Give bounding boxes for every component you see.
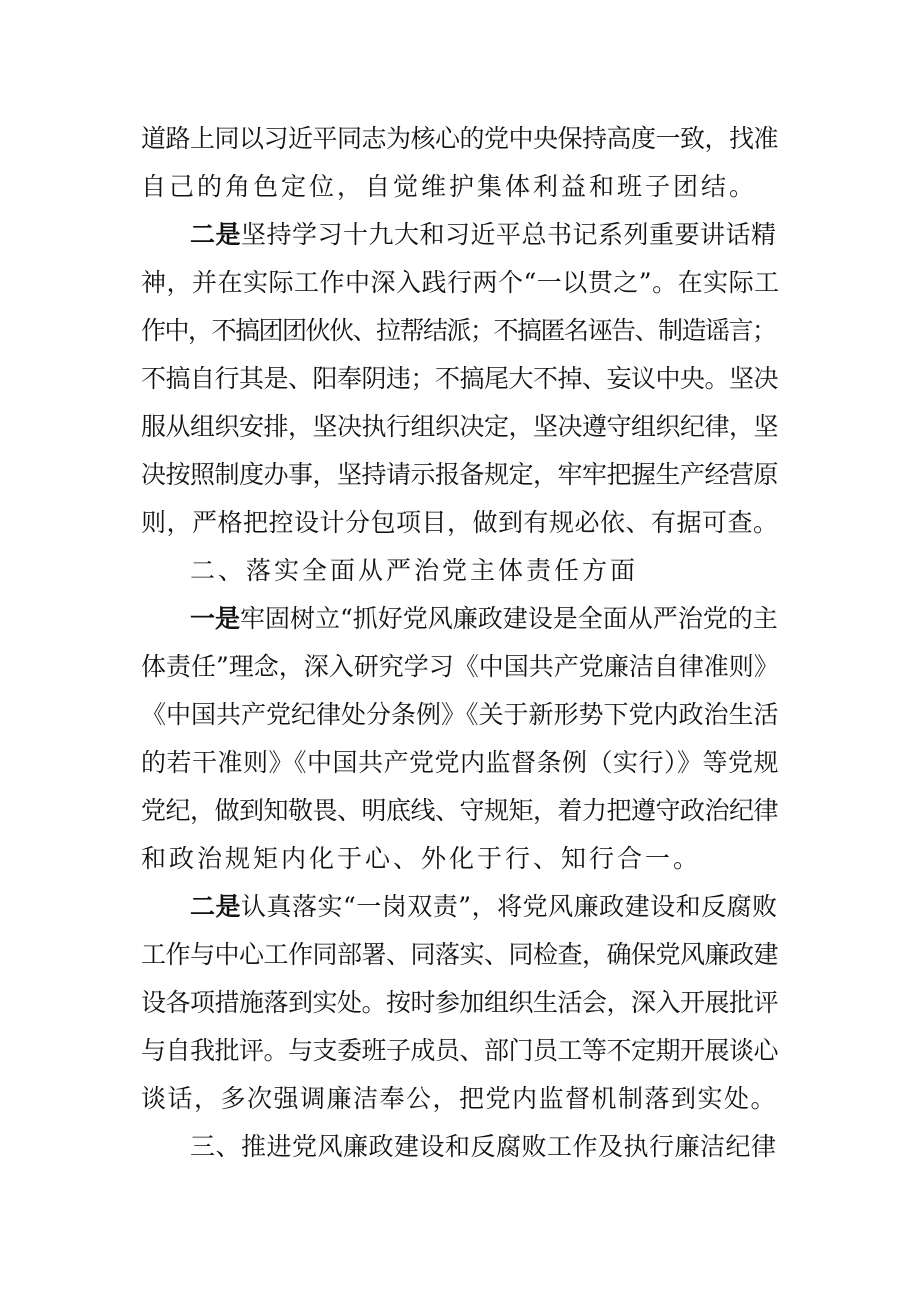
- text-line: 的若干准则》《中国共产党党内监督条例（实行）》等党规: [141, 748, 780, 777]
- text-line: 谈话，多次强调廉洁奉公，把党内监督机制落到实处。: [141, 1084, 778, 1113]
- text-line: 服从组织安排，坚决执行组织决定，坚决遵守组织纪律，坚: [141, 412, 779, 441]
- text-line: 《中国共产党纪律处分条例》《关于新形势下党内政治生活: [141, 700, 779, 729]
- text-line: 则，严格把控设计分包项目，做到有规必依、有据可查。: [141, 508, 779, 537]
- paragraph-text: 牢固树立“抓好党风廉政建设是全面从严治党的主: [240, 604, 778, 633]
- text-line: 体责任”理念，深入研究学习《中国共产党廉洁自律准则》: [141, 652, 779, 681]
- paragraph-text: 坚持学习十九大和习近平总书记系列重要讲话精: [241, 220, 777, 249]
- text-line: 决按照制度办事，坚持请示报备规定，牢牢把握生产经营原: [141, 460, 779, 489]
- text-line: 作中，不搞团团伙伙、拉帮结派；不搞匿名诬告、制造谣言；: [141, 316, 776, 345]
- text-line: 和政治规矩内化于心、外化于行、知行合一。: [141, 844, 702, 873]
- paragraph-text: 认真落实“一岗双责”，将党风廉政建设和反腐败: [241, 892, 778, 921]
- paragraph-first-line: [190, 891, 778, 923]
- text-line: 与自我批评。与支委班子成员、部门员工等不定期开展谈心: [141, 1036, 779, 1065]
- paragraph-first-line: [190, 219, 777, 251]
- text-line: 工作与中心工作同部署、同落实、同检查，确保党风廉政建: [141, 940, 779, 969]
- paragraph-lead: 二是: [190, 892, 242, 921]
- section-heading: 三、推进党风廉政建设和反腐败工作及执行廉洁纪律: [190, 1132, 777, 1161]
- text-line: 神，并在实际工作中深入践行两个“一以贯之”。在实际工: [141, 268, 780, 297]
- text-line: 自己的角色定位，自觉维护集体利益和班子团结。: [141, 172, 758, 201]
- paragraph-lead: 二是: [190, 220, 242, 249]
- text-line: 道路上同以习近平同志为核心的党中央保持高度一致，找准: [141, 124, 779, 153]
- text-line: 不搞自行其是、阳奉阴违；不搞尾大不掉、妄议中央。坚决: [141, 364, 779, 393]
- section-heading: 二、落实全面从严治党主体责任方面: [190, 556, 639, 585]
- text-line: 党纪，做到知敬畏、明底线、守规矩，着力把遵守政治纪律: [141, 796, 779, 825]
- text-line: 设各项措施落到实处。按时参加组织生活会，深入开展批评: [141, 988, 779, 1017]
- paragraph-first-line: [190, 603, 778, 635]
- paragraph-lead: 一是: [190, 604, 241, 633]
